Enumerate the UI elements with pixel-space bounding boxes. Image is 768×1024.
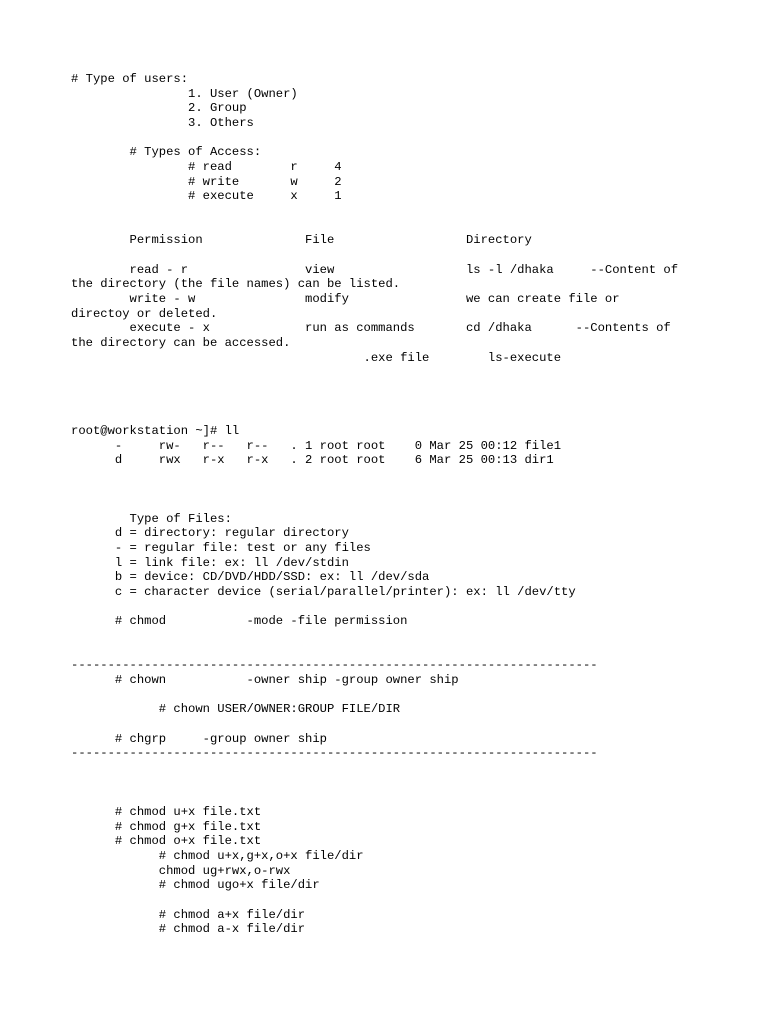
document-line: root@workstation ~]# ll — [71, 423, 240, 438]
document-line: # chmod a+x file/dir — [71, 907, 306, 922]
document-line: .exe file ls-execute — [71, 350, 562, 365]
document-line: Permission File Directory — [71, 233, 532, 248]
document-line: - = regular file: test or any files — [71, 541, 371, 556]
document-line: # chown -owner ship -group owner ship — [71, 673, 459, 688]
document-line: chmod ug+rwx,o-rwx — [71, 863, 291, 878]
document-line: 1. User (Owner) — [71, 86, 298, 101]
document-line: # write w 2 — [71, 174, 342, 189]
document-line: read - r view ls -l /dhaka --Content of — [71, 262, 679, 277]
document-line: # chmod u+x,g+x,o+x file/dir — [71, 848, 364, 863]
document-line: # Types of Access: — [71, 145, 262, 160]
document-line: write - w modify we can create file or — [71, 291, 620, 306]
document-line: l = link file: ex: ll /dev/stdin — [71, 555, 349, 570]
document-line: execute - x run as commands cd /dhaka --Contents of — [71, 321, 671, 336]
document-line: # chmod a-x file/dir — [71, 922, 306, 937]
document-line: # chown USER/OWNER:GROUP FILE/DIR — [71, 702, 401, 717]
document-line: the directory can be accessed. — [71, 335, 291, 350]
document-line: # chmod o+x file.txt — [71, 834, 262, 849]
document-line: 2. Group — [71, 101, 247, 116]
document-line: d rwx r-x r-x . 2 root root 6 Mar 25 00:13 dir1 — [71, 453, 554, 468]
document-line: - rw- r-- r-- . 1 root root 0 Mar 25 00:12 file1 — [71, 438, 562, 453]
document-line: # chmod -mode -file permission — [71, 614, 408, 629]
document-line: ------------------------------------------------------------------------ — [71, 658, 598, 673]
document-line: the directory (the file names) can be listed. — [71, 277, 401, 292]
document-line: ------------------------------------------------------------------------ — [71, 746, 598, 761]
document-line: c = character device (serial/parallel/printer): ex: ll /dev/tty — [71, 585, 576, 600]
document-line: # chmod u+x file.txt — [71, 805, 262, 819]
document-line: b = device: CD/DVD/HDD/SSD: ex: ll /dev/sda — [71, 570, 430, 585]
document-line: Type of Files: — [71, 511, 232, 526]
document-line: d = directory: regular directory — [71, 526, 349, 541]
document-line: # read r 4 — [71, 159, 342, 174]
document-line: 3. Others — [71, 115, 254, 130]
document-line: # chgrp -group owner ship — [71, 731, 327, 746]
document-line: # execute x 1 — [71, 189, 342, 204]
document-line: # chmod g+x file.txt — [71, 819, 262, 834]
document-line: # chmod ugo+x file/dir — [71, 878, 320, 893]
document-line: directoy or deleted. — [71, 306, 218, 321]
document-line: # Type of users: — [71, 72, 189, 86]
